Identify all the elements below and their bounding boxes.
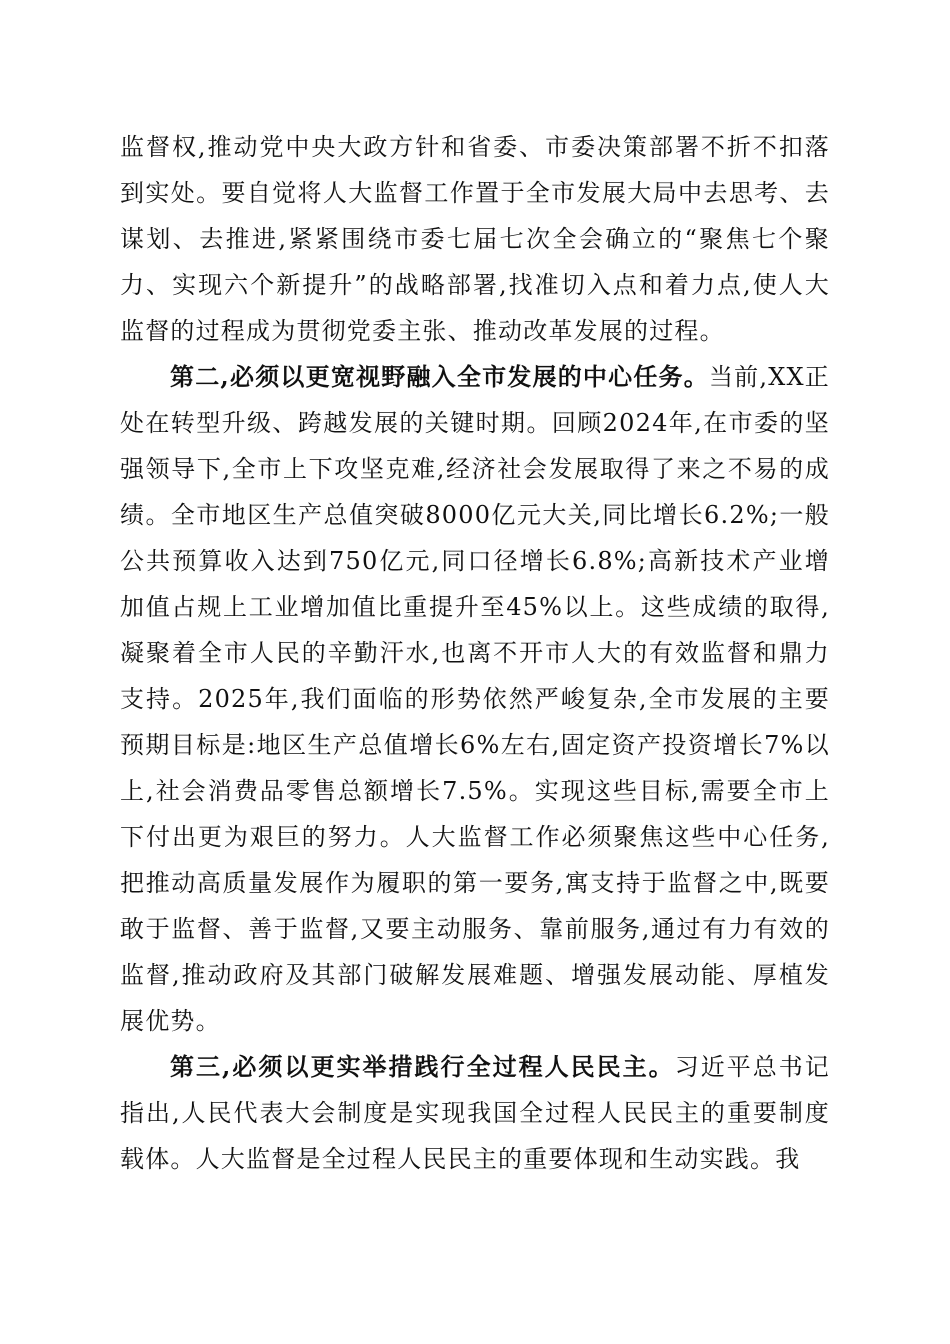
paragraph-2 [120, 354, 830, 1044]
document-body [120, 124, 830, 1182]
paragraph-1 [120, 124, 830, 354]
paragraph-2-text: 当前,XX正处在转型升级、跨越发展的关键时期。回顾2024年,在市委的坚强领导下,全市上下攻坚克难,经济社会发展取得了来之不易的成绩。全市地区生产总值突破8000亿元大关,同比增长6.2%;一般公共预算收入达到750亿元,同口径增长6.8%;高新技术产业增加值占规上工业增加值比重提升至45%以上。这些成绩的取得,凝聚着全市人民的辛勤汗水,也离不开市人大的有效监督和鼎力支持。2025年,我们面临的形势依然严峻复杂,全市发展的主要预期目标是:地区生产总值增长6%左右,固定资产投资增长7%以上,社会消费品零售总额增长7.5%。实现这些目标,需要全市上下付出更为艰巨的努力。人大监督工作必须聚焦这些中心任务,把推动高质量发展作为履职的第一要务,寓支持于监督之中,既要敢于监督、善于监督,又要主动服务、靠前服务,通过有力有效的监督,推动政府及其部门破解发展难题、增强发展动能、厚植发展优势。 [120, 363, 830, 1035]
paragraph-3 [120, 1044, 830, 1182]
paragraph-3-text: 习近平总书记指出,人民代表大会制度是实现我国全过程人民民主的重要制度载体。人大监督是全过程人民民主的重要体现和生动实践。我 [120, 1053, 831, 1173]
paragraph-1-text: 监督权,推动党中央大政方针和省委、市委决策部署不折不扣落到实处。要自觉将人大监督工作置于全市发展大局中去思考、去谋划、去推进,紧紧围绕市委七届七次全会确立的“聚焦七个聚力、实现六个新提升”的战略部署,找准切入点和着力点,使人大监督的过程成为贯彻党委主张、推动改革发展的过程。 [120, 133, 830, 345]
paragraph-3-heading: 第三,必须以更实举措践行全过程人民民主。 [170, 1052, 675, 1081]
paragraph-2-heading: 第二,必须以更宽视野融入全市发展的中心任务。 [170, 362, 709, 391]
